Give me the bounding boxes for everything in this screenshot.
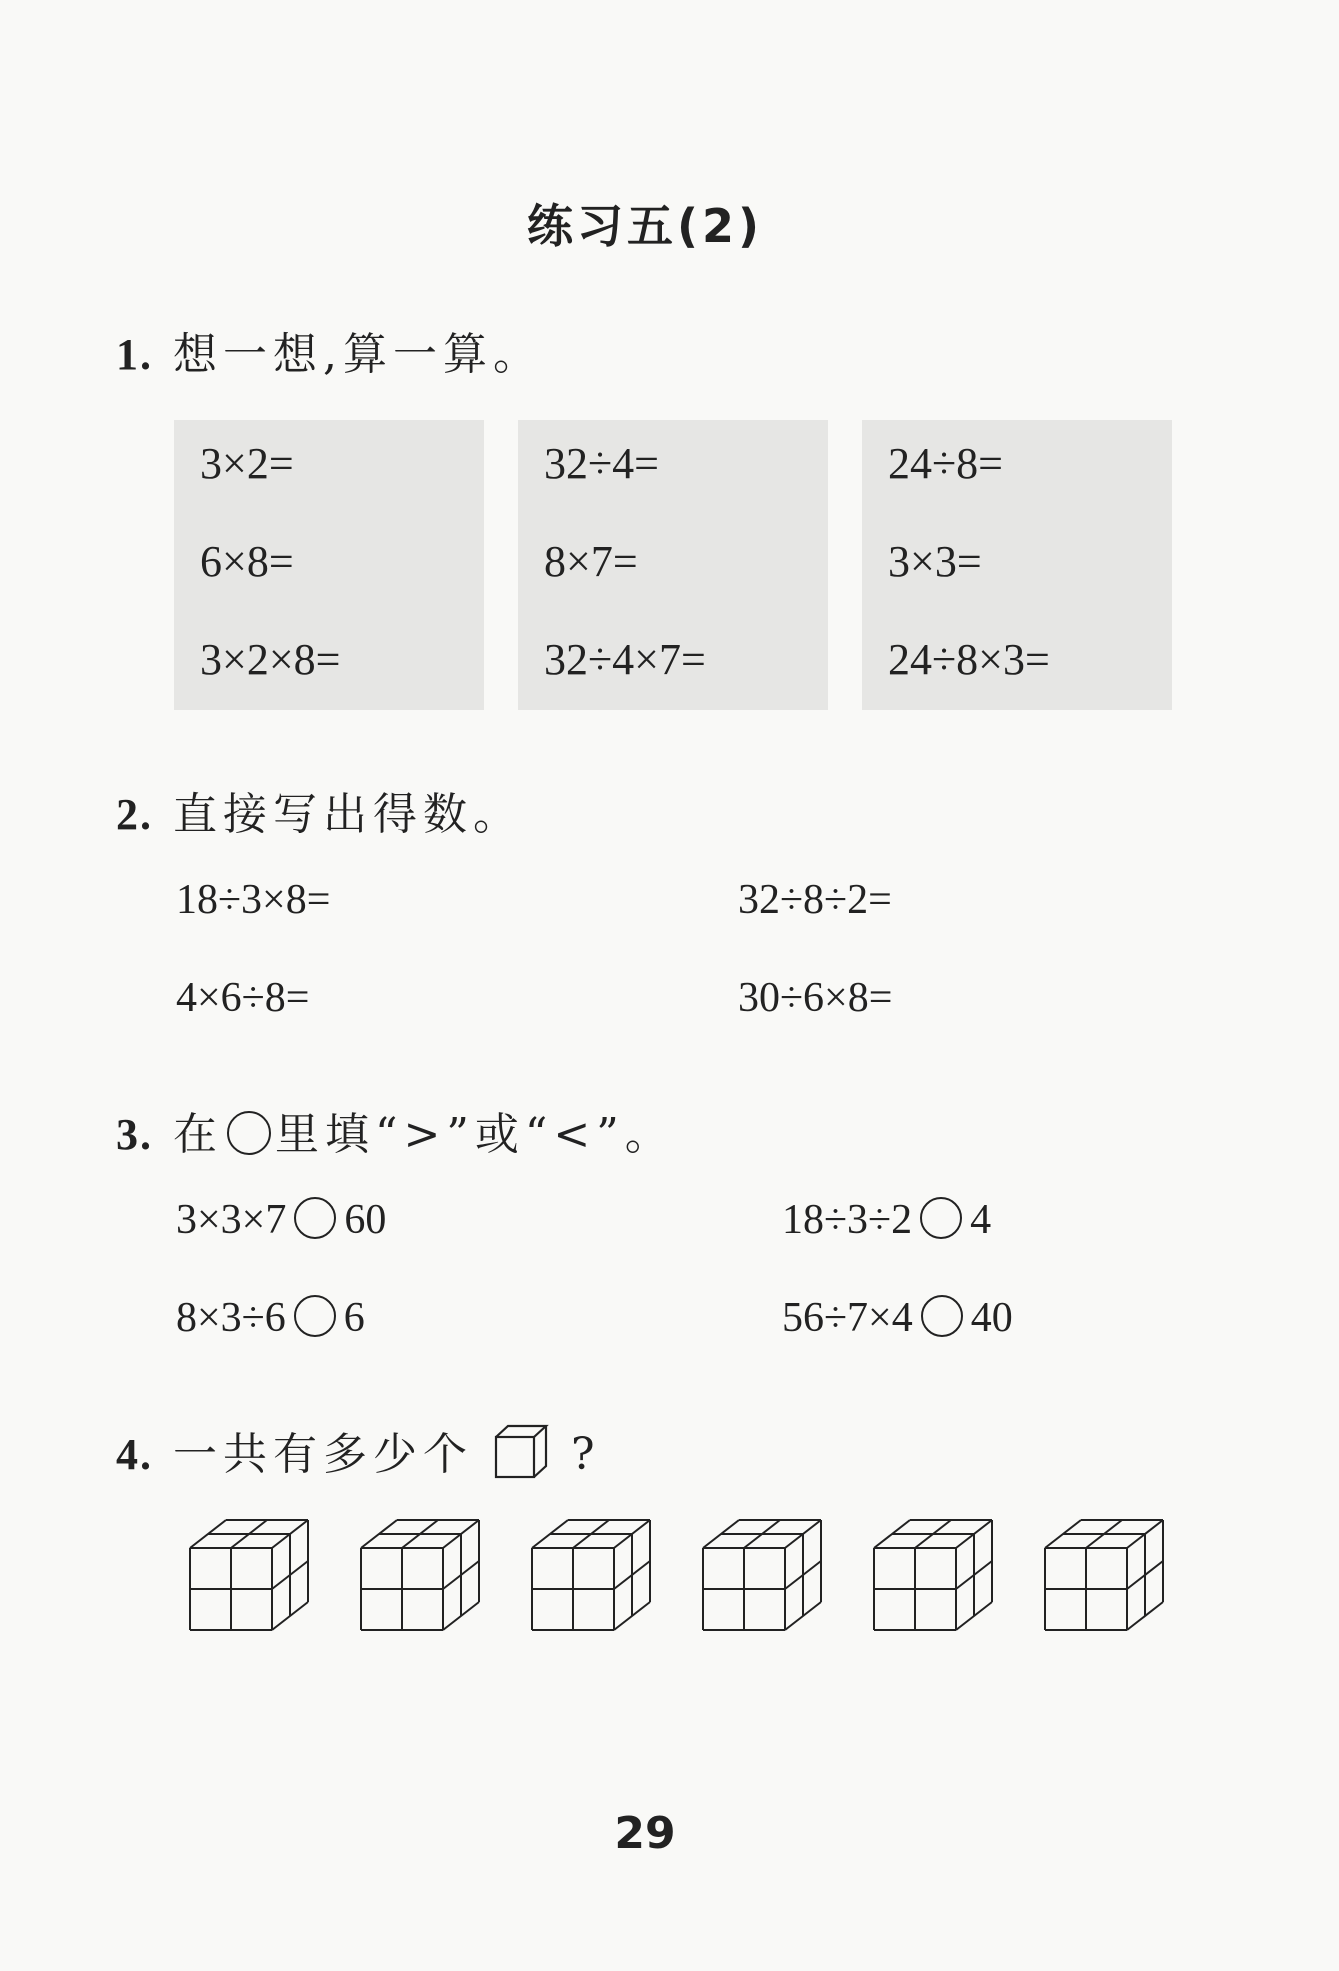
cube-icon xyxy=(188,1518,312,1634)
question-4-number: 4. xyxy=(116,1430,153,1479)
cube-icon xyxy=(359,1518,483,1634)
question-1-heading xyxy=(116,318,543,382)
calc-box-2 xyxy=(518,420,828,710)
calc-expression: 6×8= xyxy=(200,537,294,586)
answer-circle[interactable] xyxy=(921,1295,963,1337)
cube-icon xyxy=(701,1518,825,1634)
question-3-heading xyxy=(116,1098,675,1162)
calc-expression: 24÷8= xyxy=(888,439,1003,488)
answer-circle[interactable] xyxy=(920,1197,962,1239)
compare-item xyxy=(782,1196,991,1244)
question-3-instruction-post: 里填“>”或“<”。 xyxy=(275,1109,675,1160)
mental-math-item: 4×6÷8= xyxy=(176,975,310,1021)
question-2-instruction: 直接写出得数。 xyxy=(173,789,523,840)
cube-icon xyxy=(1043,1518,1167,1634)
compare-left: 18÷3÷2 xyxy=(782,1197,913,1243)
stacked-cube-figure xyxy=(188,1518,312,1638)
stacked-cube-figure xyxy=(359,1518,483,1638)
question-3-instruction-pre: 在 xyxy=(173,1109,223,1160)
compare-right: 4 xyxy=(970,1197,992,1243)
cube-icon xyxy=(872,1518,996,1634)
compare-item xyxy=(176,1196,386,1244)
question-4-instruction-post: ? xyxy=(571,1429,601,1480)
stacked-cube-figure xyxy=(1043,1518,1167,1638)
question-1-instruction: 想一想,算一算。 xyxy=(173,329,543,380)
circle-icon xyxy=(227,1111,271,1155)
compare-right: 60 xyxy=(344,1197,387,1243)
calc-expression: 24÷8×3= xyxy=(888,635,1050,684)
compare-item xyxy=(782,1294,1013,1342)
compare-right: 6 xyxy=(343,1295,365,1341)
calc-box-1 xyxy=(174,420,484,710)
calc-expression: 32÷4= xyxy=(544,439,659,488)
question-3-number: 3. xyxy=(116,1110,153,1159)
answer-circle[interactable] xyxy=(294,1197,336,1239)
stacked-cube-figure xyxy=(530,1518,654,1638)
answer-circle[interactable] xyxy=(294,1295,336,1337)
calc-expression: 3×2= xyxy=(200,439,294,488)
stacked-cube-figure xyxy=(701,1518,825,1638)
small-cube-icon xyxy=(493,1423,551,1481)
page-number: 29 xyxy=(614,1808,676,1859)
mental-math-item: 30÷6×8= xyxy=(738,975,893,1021)
cube-icon xyxy=(530,1518,654,1634)
compare-right: 40 xyxy=(970,1295,1013,1341)
question-4-heading xyxy=(116,1418,601,1482)
calc-box-3 xyxy=(862,420,1172,710)
question-2-heading xyxy=(116,778,523,842)
mental-math-item: 32÷8÷2= xyxy=(738,877,892,923)
compare-left: 8×3÷6 xyxy=(176,1295,286,1341)
compare-left: 3×3×7 xyxy=(176,1197,287,1243)
calc-expression: 3×2×8= xyxy=(200,635,341,684)
question-4-instruction-pre: 一共有多少个 xyxy=(173,1429,473,1480)
calc-expression: 3×3= xyxy=(888,537,982,586)
calc-expression: 32÷4×7= xyxy=(544,635,706,684)
stacked-cube-figure xyxy=(872,1518,996,1638)
calc-expression: 8×7= xyxy=(544,537,638,586)
question-2-number: 2. xyxy=(116,790,153,839)
question-1-number: 1. xyxy=(116,330,153,379)
compare-left: 56÷7×4 xyxy=(782,1295,913,1341)
mental-math-item: 18÷3×8= xyxy=(176,877,331,923)
compare-item xyxy=(176,1294,365,1342)
page-title: 练习五(2) xyxy=(526,199,764,253)
